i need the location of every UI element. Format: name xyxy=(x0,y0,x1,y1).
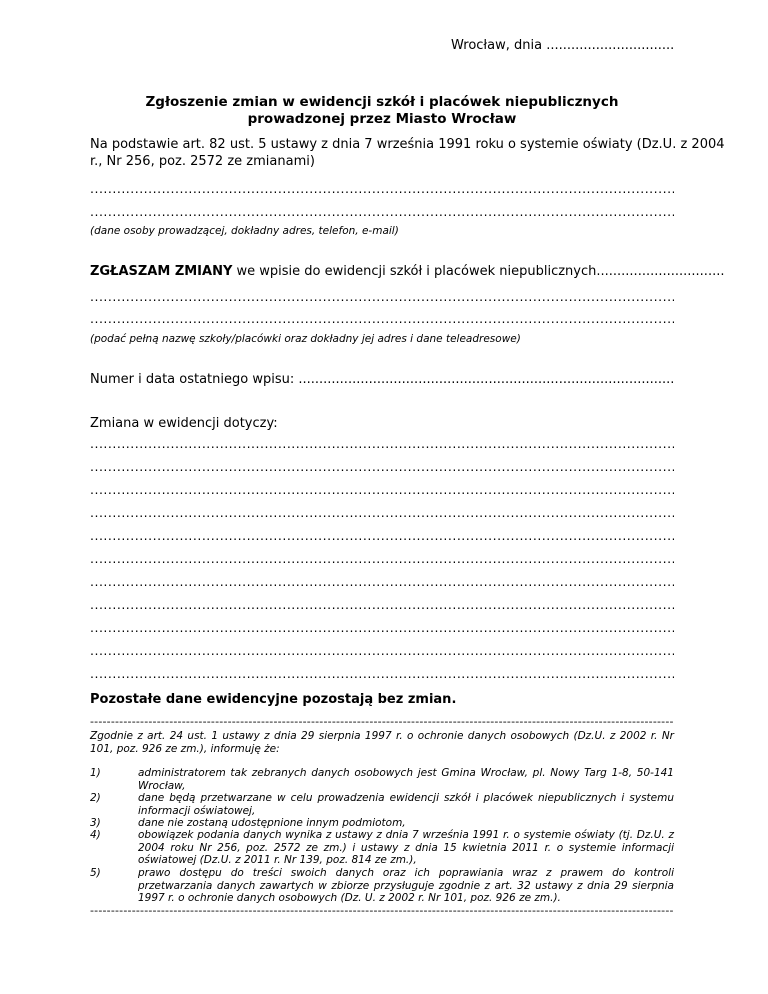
gdpr-item-number: 1) xyxy=(90,767,101,779)
changes-label: Zmiana w ewidencji dotyczy: xyxy=(90,416,278,431)
gdpr-item xyxy=(90,829,674,867)
declaration-bold-lead: ZGŁASZAM ZMIANY xyxy=(90,264,233,279)
legal-basis-line2: r., Nr 256, poz. 2572 ze zmianami) xyxy=(90,154,315,169)
school-data-line-2[interactable] xyxy=(90,312,674,326)
change-line[interactable] xyxy=(90,506,674,520)
form-title-line1: Zgłoszenie zmian w ewidencji szkół i placówek niepublicznych xyxy=(145,94,619,110)
gdpr-item-number: 4) xyxy=(90,829,101,841)
owner-data-hint: (dane osoby prowadzącej, dokładny adres, telefon, e-mail) xyxy=(90,225,399,237)
place-date-line[interactable]: Wrocław, dnia ............................... xyxy=(451,38,675,53)
change-line[interactable] xyxy=(90,575,674,589)
change-line[interactable] xyxy=(90,437,674,451)
gdpr-item xyxy=(90,867,674,905)
change-line[interactable] xyxy=(90,552,674,566)
gdpr-intro: Zgodnie z art. 24 ust. 1 ustawy z dnia 29 sierpnia 1997 r. o ochronie danych osobowych (Dz.U. z 2002 r. Nr 101, poz. 926 ze zm.), informuję że: xyxy=(90,730,674,755)
gdpr-item xyxy=(90,767,674,792)
gdpr-item-text: dane będą przetwarzane w celu prowadzenia ewidencji szkół i placówek niepublicznych i systemu informacji oświatowej, xyxy=(138,792,674,817)
school-data-line-1[interactable] xyxy=(90,290,674,304)
gdpr-item-number: 3) xyxy=(90,817,101,829)
gdpr-item xyxy=(90,792,674,817)
change-line[interactable] xyxy=(90,667,674,681)
change-line[interactable] xyxy=(90,621,674,635)
last-entry-line[interactable]: Numer i data ostatniego wpisu: ........................................................................................... xyxy=(90,372,675,387)
change-line[interactable] xyxy=(90,460,674,474)
gdpr-item-text: prawo dostępu do treści swoich danych oraz ich poprawiania wraz z prawem do kontroli przetwarzania danych zawartych w zbiorze przysługuje zgodnie z art. 32 ustawy z dnia 29 sierpnia 1997 r. o ochronie danych osobowych (Dz. U. z 2002 r. Nr 101, poz. 926 ze zm.). xyxy=(138,867,674,904)
gdpr-item-number: 2) xyxy=(90,792,101,804)
declaration-line[interactable] xyxy=(90,264,724,279)
gdpr-item-number: 5) xyxy=(90,867,101,879)
separator-bottom xyxy=(90,904,674,917)
change-line[interactable] xyxy=(90,529,674,543)
remaining-data-statement: Pozostałe dane ewidencyjne pozostają bez zmian. xyxy=(90,692,457,707)
change-line[interactable] xyxy=(90,644,674,658)
gdpr-item-text: dane nie zostaną udostępnione innym podmiotom, xyxy=(138,817,406,829)
change-line[interactable] xyxy=(90,598,674,612)
owner-data-line-2[interactable] xyxy=(90,205,674,219)
gdpr-item xyxy=(90,817,674,830)
school-data-hint: (podać pełną nazwę szkoły/placówki oraz dokładny jej adres i dane teleadresowe) xyxy=(90,333,521,345)
gdpr-item-text: obowiązek podania danych wynika z ustawy z dnia 7 września 1991 r. o systemie oświaty (tj. Dz.U. z 2004 roku Nr 256, poz. 2572 ze zm.) i ustawy z dnia 15 kwietnia 2011 r. o systemie informacji oświatowej (Dz.U. z 2011 r. Nr 139, poz. 814 ze zm.), xyxy=(138,829,674,866)
gdpr-item-text: administratorem tak zebranych danych osobowych jest Gmina Wrocław, pl. Nowy Targ 1-8, 50-141 Wrocław, xyxy=(138,767,674,792)
separator-top xyxy=(90,715,674,728)
legal-basis-line1: Na podstawie art. 82 ust. 5 ustawy z dnia 7 września 1991 roku o systemie oświaty (Dz.U. z 2004 xyxy=(90,137,725,152)
change-line[interactable] xyxy=(90,483,674,497)
declaration-text: we wpisie do ewidencji szkół i placówek niepublicznych............................... xyxy=(232,264,725,279)
owner-data-line-1[interactable] xyxy=(90,182,674,196)
form-title-line2: prowadzonej przez Miasto Wrocław xyxy=(247,111,517,127)
